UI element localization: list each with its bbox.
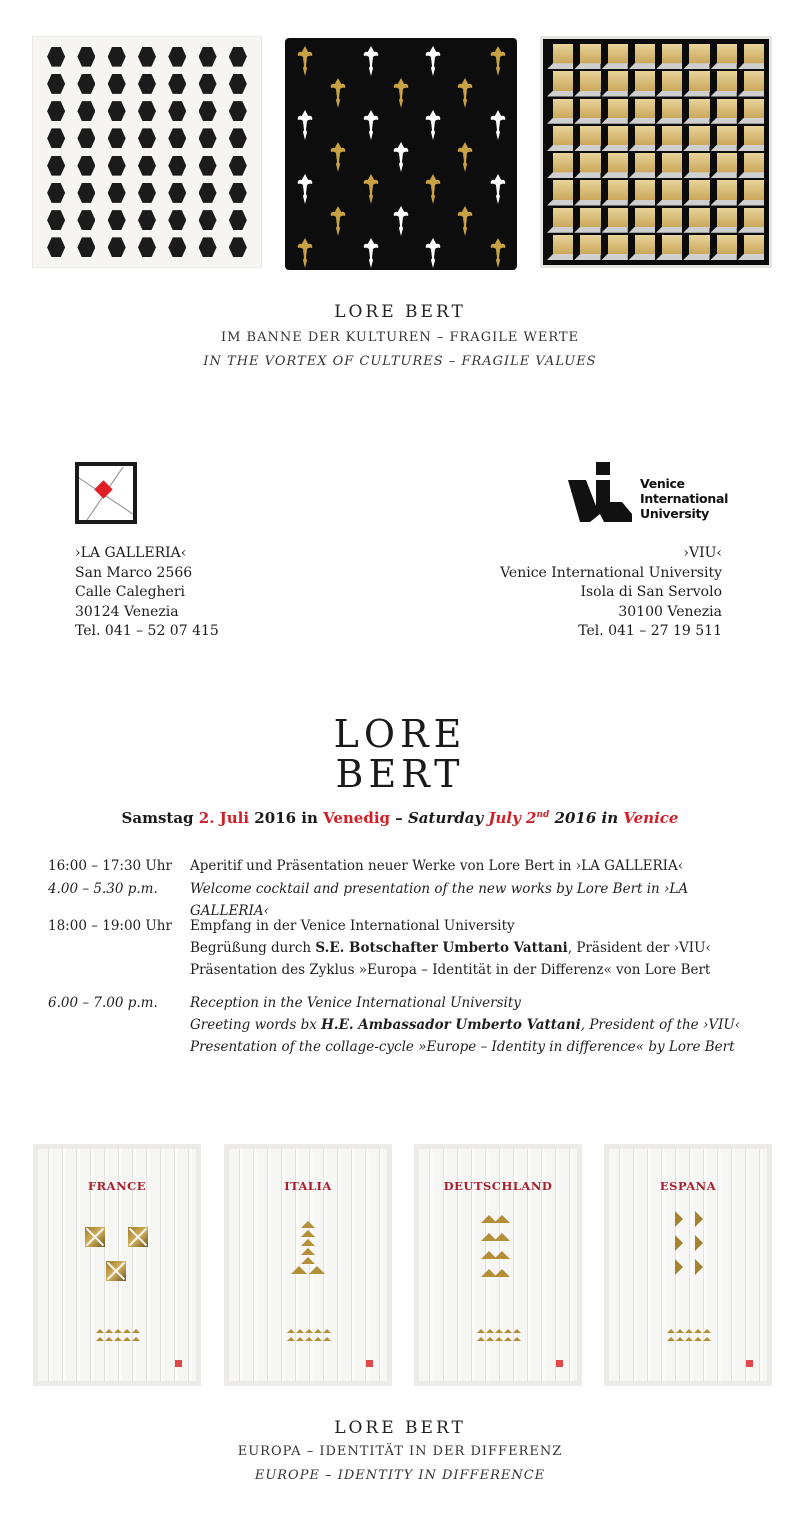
gold-triangle-icon	[96, 1329, 104, 1333]
hexagon-shape	[77, 128, 95, 148]
event-title-line2: BERT	[335, 752, 465, 796]
collage-france	[33, 1144, 201, 1386]
gold-triangle-icon	[695, 1211, 703, 1227]
gold-triangle-icon	[667, 1337, 675, 1341]
gold-triangle-icon	[309, 1266, 325, 1274]
gold-triangle-icon	[676, 1337, 684, 1341]
gold-cell	[547, 43, 574, 70]
gold-cell	[711, 234, 738, 261]
galleria-phone: Tel. 041 – 52 07 415	[75, 623, 219, 639]
gold-triangle-icon	[504, 1337, 512, 1341]
gold-cell	[683, 207, 710, 234]
viu-phone: Tel. 041 – 27 19 511	[578, 623, 722, 639]
gold-cell	[547, 234, 574, 261]
hexagon-shape	[47, 210, 65, 230]
hexagon-shape	[168, 101, 186, 121]
hexagon-shape	[77, 156, 95, 176]
hexagon-shape	[168, 210, 186, 230]
gold-triangle-icon	[323, 1329, 331, 1333]
gold-triangle-icon	[296, 1337, 304, 1341]
gold-cell	[574, 98, 601, 125]
fleur-motif-icon	[425, 238, 441, 268]
gold-cell	[602, 179, 629, 206]
gold-triangle-icon	[494, 1233, 510, 1241]
gold-cell	[547, 98, 574, 125]
gold-square-icon	[128, 1227, 148, 1247]
hexagon-shape	[47, 183, 65, 203]
hexagon-shape	[47, 74, 65, 94]
gold-triangle-icon	[287, 1329, 295, 1333]
fleur-motif-icon	[457, 206, 473, 236]
gold-cell	[602, 70, 629, 97]
gold-cell	[656, 98, 683, 125]
date-en-date: July 2	[488, 809, 537, 827]
gold-cell	[629, 179, 656, 206]
gold-cell	[602, 43, 629, 70]
date-de-city: Venedig	[323, 809, 391, 827]
red-stamp-icon	[746, 1360, 753, 1367]
gold-triangle-icon	[504, 1329, 512, 1333]
gold-triangle-icon	[495, 1329, 503, 1333]
header-title-de: IM BANNE DER KULTUREN – FRAGILE WERTE	[220, 330, 580, 345]
gold-triangle-icon	[694, 1337, 702, 1341]
hexagon-shape	[77, 210, 95, 230]
gold-cell	[574, 43, 601, 70]
hexagon-shape	[199, 210, 217, 230]
schedule-line: Presentation of the collage-cycle »Europe – Identity in difference« by Lore Bert	[190, 1039, 735, 1055]
footer-artist-name: LORE BERT	[334, 1418, 466, 1438]
gold-cell	[629, 98, 656, 125]
viu-logo	[566, 462, 729, 524]
fleur-motif-icon	[330, 206, 346, 236]
hexagon-shape	[138, 74, 156, 94]
gold-cell	[574, 207, 601, 234]
gold-triangle-icon	[685, 1329, 693, 1333]
fleur-motif-icon	[393, 142, 409, 172]
schedule-time: 18:00 – 19:00 Uhr	[48, 918, 172, 934]
date-en-city: Venice	[623, 809, 679, 827]
gold-cell	[711, 152, 738, 179]
event-title	[0, 714, 800, 794]
gold-triangle-icon	[287, 1337, 295, 1341]
gold-triangle-icon	[495, 1337, 503, 1341]
collage-country-label: ESPANA	[659, 1179, 717, 1193]
hexagon-shape	[108, 128, 126, 148]
schedule-text: Begrüßung durch	[190, 940, 316, 956]
gold-cell	[629, 152, 656, 179]
hexagon-shape	[199, 156, 217, 176]
gold-triangle-icon	[477, 1337, 485, 1341]
hexagon-shape	[47, 237, 65, 257]
gold-cell	[547, 179, 574, 206]
gold-cell	[602, 98, 629, 125]
hexagon-shape	[47, 128, 65, 148]
collage-sheet	[609, 1149, 767, 1381]
gold-cell	[656, 70, 683, 97]
gold-cell	[738, 234, 765, 261]
hexagon-shape	[168, 47, 186, 67]
schedule-time: 4.00 – 5.30 p.m.	[48, 881, 158, 897]
hexagon-shape	[47, 47, 65, 67]
hexagon-shape	[168, 237, 186, 257]
hexagon-shape	[108, 210, 126, 230]
gold-cell	[629, 207, 656, 234]
hexagon-shape	[77, 183, 95, 203]
hexagon-shape	[199, 128, 217, 148]
gold-triangle-icon	[513, 1337, 521, 1341]
gold-triangle-icon	[105, 1337, 113, 1341]
fleur-motif-icon	[297, 174, 313, 204]
gold-triangle-icon	[694, 1329, 702, 1333]
collage-country-label: DEUTSCHLAND	[443, 1179, 553, 1193]
gold-cell	[656, 234, 683, 261]
gold-cell	[629, 70, 656, 97]
hexagon-shape	[77, 237, 95, 257]
gold-cell	[602, 234, 629, 261]
gold-cell	[574, 234, 601, 261]
hexagon-shape	[229, 128, 247, 148]
gold-triangle-icon	[301, 1257, 315, 1264]
gold-triangle-icon	[301, 1248, 315, 1255]
gold-triangle-icon	[676, 1329, 684, 1333]
gold-cell	[602, 125, 629, 152]
collage-italia	[224, 1144, 392, 1386]
hexagon-shape	[199, 101, 217, 121]
date-de-prefix: Samstag	[121, 809, 199, 827]
viu-fullname: Venice International University	[500, 564, 722, 581]
fleur-motif-icon	[393, 206, 409, 236]
gold-triangle-icon	[703, 1329, 711, 1333]
gold-triangle-icon	[675, 1235, 683, 1251]
gold-cell	[547, 207, 574, 234]
fleur-motif-icon	[363, 174, 379, 204]
hexagon-shape	[168, 156, 186, 176]
red-stamp-icon	[556, 1360, 563, 1367]
gold-cell	[656, 152, 683, 179]
schedule-row	[48, 992, 768, 1058]
fleur-motif-icon	[297, 238, 313, 268]
footer-title-de: EUROPA – IDENTITÄT IN DER DIFFERENZ	[237, 1444, 563, 1459]
viu-city: 30100 Venezia	[618, 603, 722, 620]
gold-triangle-icon	[486, 1329, 494, 1333]
gold-cell	[629, 125, 656, 152]
hexagon-shape	[108, 74, 126, 94]
gold-triangle-icon	[301, 1239, 315, 1246]
gold-cell	[711, 207, 738, 234]
schedule-desc: Aperitif und Präsentation neuer Werke von Lore Bert in ›LA GALLERIA‹	[190, 858, 684, 874]
fleur-motif-icon	[297, 46, 313, 76]
fleur-pattern-artwork	[285, 38, 517, 270]
gold-triangle-icon	[513, 1329, 521, 1333]
hexagon-shape	[168, 128, 186, 148]
hexagon-shape	[108, 183, 126, 203]
hexagon-shape	[229, 74, 247, 94]
collage-sheet	[38, 1149, 196, 1381]
gold-cell	[738, 70, 765, 97]
gold-cell	[574, 70, 601, 97]
schedule-text: Greeting words bx	[190, 1017, 322, 1033]
gold-triangle-icon	[305, 1329, 313, 1333]
gold-cell	[711, 179, 738, 206]
gold-triangle-icon	[675, 1211, 683, 1227]
hexagon-shape	[199, 47, 217, 67]
gold-cell	[711, 125, 738, 152]
schedule-text: , Präsident der ›VIU‹	[567, 940, 711, 956]
fleur-motif-icon	[363, 238, 379, 268]
gold-square-icon	[106, 1261, 126, 1281]
gold-cell	[711, 98, 738, 125]
fleur-motif-icon	[490, 174, 506, 204]
fleur-motif-icon	[457, 78, 473, 108]
viu-mark-icon	[566, 462, 636, 524]
schedule-desc	[190, 992, 768, 1058]
gold-cell	[574, 179, 601, 206]
gold-triangle-icon	[296, 1329, 304, 1333]
gold-cell	[683, 43, 710, 70]
schedule-time: 16:00 – 17:30 Uhr	[48, 858, 172, 874]
gold-cell	[629, 43, 656, 70]
schedule-row-de	[48, 855, 768, 877]
gold-cell	[738, 98, 765, 125]
collage-sheet	[229, 1149, 387, 1381]
schedule-desc	[190, 915, 768, 981]
gold-cell	[574, 152, 601, 179]
hexagon-shape	[138, 101, 156, 121]
hexagon-shape	[138, 210, 156, 230]
gold-triangle-icon	[323, 1337, 331, 1341]
galleria-city: 30124 Venezia	[75, 603, 179, 620]
schedule-text: , President of the ›VIU‹	[580, 1017, 741, 1033]
fleur-motif-icon	[330, 142, 346, 172]
footer-title-en: EUROPE – IDENTITY IN DIFFERENCE	[254, 1468, 546, 1483]
hexagon-shape	[108, 47, 126, 67]
date-de-mid: 2016 in	[249, 809, 324, 827]
schedule-time: 6.00 – 7.00 p.m.	[48, 995, 158, 1011]
fleur-motif-icon	[363, 110, 379, 140]
date-en-prefix: Saturday	[407, 809, 489, 827]
gold-triangle-icon	[132, 1329, 140, 1333]
hexagon-shape	[199, 74, 217, 94]
fleur-motif-icon	[297, 110, 313, 140]
gold-cell	[683, 98, 710, 125]
gold-cell	[656, 207, 683, 234]
header-title-en: IN THE VORTEX OF CULTURES – FRAGILE VALUES	[203, 354, 597, 369]
viu-name: ›VIU‹	[683, 545, 722, 561]
schedule-line	[190, 1014, 768, 1036]
collage-espana	[604, 1144, 772, 1386]
hexagon-shape	[168, 183, 186, 203]
fleur-motif-icon	[425, 174, 441, 204]
gold-triangle-icon	[695, 1259, 703, 1275]
hexagon-shape	[229, 183, 247, 203]
hexagon-shape	[108, 237, 126, 257]
hexagon-shape	[138, 47, 156, 67]
gold-triangle-icon	[685, 1337, 693, 1341]
schedule-line: Reception in the Venice International University	[190, 995, 521, 1011]
hexagon-shape	[47, 156, 65, 176]
gold-cell	[711, 43, 738, 70]
gold-triangle-icon	[301, 1221, 315, 1228]
gold-cell	[683, 70, 710, 97]
fleur-motif-icon	[425, 110, 441, 140]
ambassador-name: H.E. Ambassador Umberto Vattani	[321, 1017, 581, 1033]
gold-cell	[547, 125, 574, 152]
galleria-name: ›LA GALLERIA‹	[75, 545, 187, 561]
gold-cell	[574, 125, 601, 152]
fleur-motif-icon	[490, 110, 506, 140]
gold-cell	[683, 179, 710, 206]
hexagon-shape	[229, 101, 247, 121]
gold-triangle-icon	[494, 1215, 510, 1223]
la-galleria-logo	[75, 462, 137, 524]
gold-cell	[683, 152, 710, 179]
fleur-motif-icon	[363, 46, 379, 76]
gold-triangle-icon	[291, 1266, 307, 1274]
gold-cell	[602, 152, 629, 179]
hexagon-shape	[77, 101, 95, 121]
gold-cell	[738, 179, 765, 206]
gold-cell	[602, 207, 629, 234]
schedule-block-1	[48, 855, 768, 922]
hexagon-shape	[138, 128, 156, 148]
hexagon-shape	[77, 47, 95, 67]
gold-triangle-icon	[667, 1329, 675, 1333]
fleur-motif-icon	[457, 142, 473, 172]
hexagon-pattern-artwork	[32, 36, 262, 268]
fleur-motif-icon	[330, 78, 346, 108]
gold-cell	[738, 43, 765, 70]
fleur-motif-icon	[393, 78, 409, 108]
fleur-motif-icon	[490, 46, 506, 76]
event-title-line1: LORE	[333, 712, 467, 756]
viu-logo-line2: International	[640, 491, 729, 506]
fleur-motif-icon	[490, 238, 506, 268]
header-artist-name: LORE BERT	[334, 302, 466, 322]
gold-cell	[656, 179, 683, 206]
gold-triangle-icon	[486, 1337, 494, 1341]
gold-cell	[738, 125, 765, 152]
gold-cell	[547, 70, 574, 97]
gold-triangle-icon	[105, 1329, 113, 1333]
collage-country-label: ITALIA	[284, 1179, 332, 1193]
hexagon-shape	[77, 74, 95, 94]
gold-cell	[683, 125, 710, 152]
collage-deutschland	[414, 1144, 582, 1386]
viu-street: Isola di San Servolo	[580, 584, 722, 600]
hexagon-shape	[108, 101, 126, 121]
gold-triangle-icon	[96, 1337, 104, 1341]
hexagon-shape	[138, 183, 156, 203]
gold-triangle-icon	[305, 1337, 313, 1341]
hexagon-shape	[229, 237, 247, 257]
red-stamp-icon	[175, 1360, 182, 1367]
schedule-block-2	[48, 915, 768, 981]
hexagon-shape	[108, 156, 126, 176]
gold-triangle-icon	[703, 1337, 711, 1341]
gold-triangle-icon	[314, 1337, 322, 1341]
schedule-line	[190, 937, 768, 959]
hexagon-shape	[138, 156, 156, 176]
gold-triangle-icon	[494, 1251, 510, 1259]
schedule-block-3	[48, 992, 768, 1058]
collage-country-label: FRANCE	[87, 1179, 147, 1193]
gold-triangle-icon	[123, 1329, 131, 1333]
gold-cell	[738, 207, 765, 234]
fleur-motif-icon	[425, 46, 441, 76]
schedule-line: Präsentation des Zyklus »Europa – Identität in der Differenz« von Lore Bert	[190, 962, 711, 978]
galleria-street2: Calle Calegheri	[75, 584, 186, 600]
schedule-line: Empfang in der Venice International University	[190, 918, 515, 934]
viu-logo-line3: University	[640, 506, 709, 521]
gold-triangle-icon	[494, 1269, 510, 1277]
gold-cell	[656, 125, 683, 152]
viu-address	[500, 544, 722, 642]
hexagon-shape	[229, 47, 247, 67]
gold-triangle-icon	[132, 1337, 140, 1341]
gold-triangle-icon	[477, 1329, 485, 1333]
hexagon-shape	[168, 74, 186, 94]
date-en-sup: nd	[536, 810, 550, 820]
gold-triangle-icon	[675, 1259, 683, 1275]
gold-cell	[629, 234, 656, 261]
schedule-row	[48, 915, 768, 981]
gold-grid-artwork	[540, 36, 772, 268]
gold-triangle-icon	[314, 1329, 322, 1333]
gold-cell	[547, 152, 574, 179]
ambassador-name: S.E. Botschafter Umberto Vattani	[315, 940, 568, 956]
gold-cell	[711, 70, 738, 97]
red-stamp-icon	[366, 1360, 373, 1367]
hexagon-shape	[199, 183, 217, 203]
hexagon-shape	[47, 101, 65, 121]
hexagon-shape	[199, 237, 217, 257]
date-en-mid: 2016 in	[549, 809, 624, 827]
collage-sheet	[419, 1149, 577, 1381]
gold-triangle-icon	[114, 1329, 122, 1333]
gold-triangle-icon	[301, 1230, 315, 1237]
galleria-address	[75, 544, 219, 642]
date-de-date: 2. Juli	[198, 809, 250, 827]
hexagon-shape	[229, 156, 247, 176]
gold-triangle-icon	[114, 1337, 122, 1341]
viu-logo-line1: Venice	[640, 476, 685, 491]
event-dateline	[0, 809, 800, 827]
gold-square-icon	[85, 1227, 105, 1247]
galleria-street: San Marco 2566	[75, 564, 193, 581]
hexagon-shape	[138, 237, 156, 257]
date-separator: –	[390, 809, 408, 827]
schedule-desc: Welcome cocktail and presentation of the new works by Lore Bert in ›LA GALLERIA‹	[190, 881, 689, 919]
gold-cell	[656, 43, 683, 70]
gold-cell	[738, 152, 765, 179]
gold-cell	[683, 234, 710, 261]
gold-triangle-icon	[123, 1337, 131, 1341]
hexagon-shape	[229, 210, 247, 230]
gold-triangle-icon	[695, 1235, 703, 1251]
